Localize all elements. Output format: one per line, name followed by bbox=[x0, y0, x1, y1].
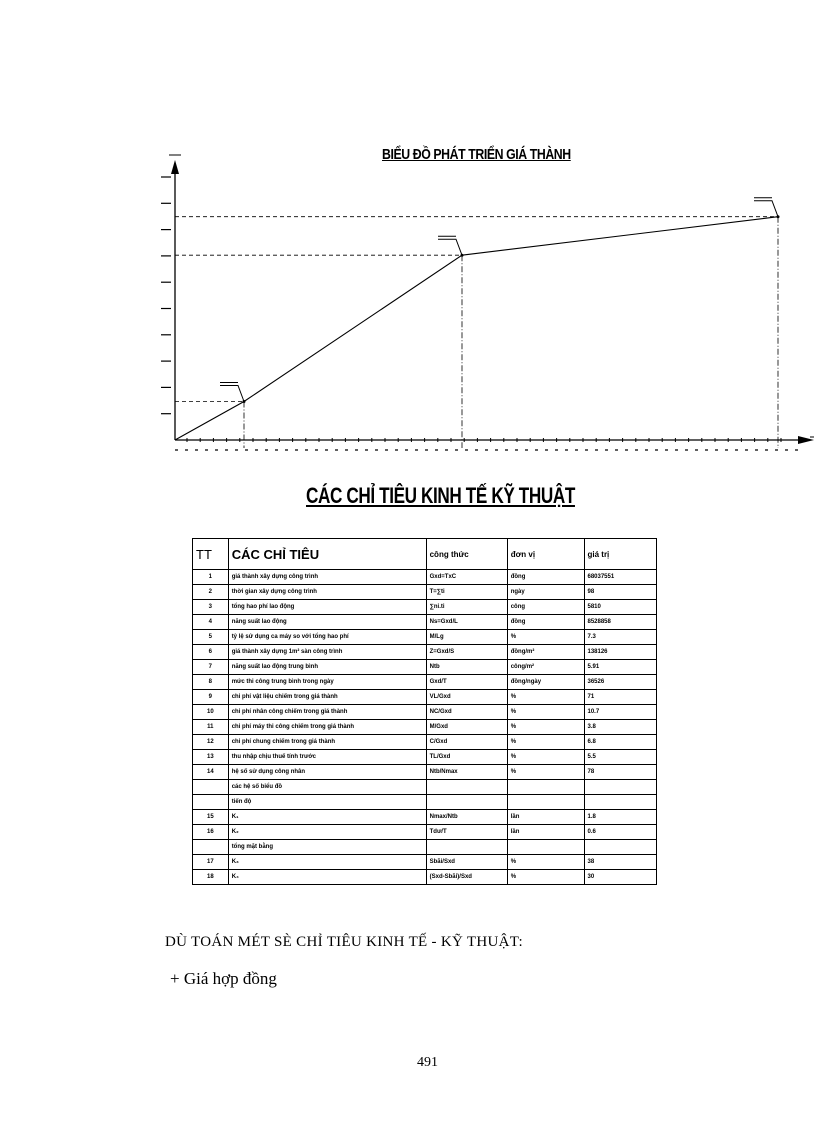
cell-name: các hệ số biểu đồ bbox=[228, 780, 426, 795]
table-row bbox=[193, 585, 657, 600]
cell-formula: C/Gxd bbox=[426, 735, 507, 750]
table-row bbox=[193, 750, 657, 765]
cell-value: 0.6 bbox=[584, 825, 657, 840]
cell-formula: Ntb bbox=[426, 660, 507, 675]
cell-unit: công/m² bbox=[507, 660, 584, 675]
header-name: CÁC CHỈ TIÊU bbox=[228, 539, 426, 570]
cell-name: năng suất lao động bbox=[228, 615, 426, 630]
cell-unit: đồng bbox=[507, 615, 584, 630]
table-row bbox=[193, 600, 657, 615]
cell-unit: ngày bbox=[507, 585, 584, 600]
cell-formula: Gxd=TxC bbox=[426, 570, 507, 585]
table-row bbox=[193, 780, 657, 795]
table-row bbox=[193, 690, 657, 705]
cell-value: 30 bbox=[584, 870, 657, 885]
chart-marks bbox=[175, 198, 780, 448]
series-line bbox=[175, 217, 778, 440]
cell-formula: Sbãi/Sxd bbox=[426, 855, 507, 870]
table-row bbox=[193, 870, 657, 885]
cell-name: chi phí nhân công chiếm trong giá thành bbox=[228, 705, 426, 720]
cell-name: thu nhập chịu thuế tính trước bbox=[228, 750, 426, 765]
cell-formula: M/Gxd bbox=[426, 720, 507, 735]
data-point bbox=[461, 254, 464, 257]
cell-formula: Ntb/Nmax bbox=[426, 765, 507, 780]
cell-name: tổng hao phí lao động bbox=[228, 600, 426, 615]
cell-unit: % bbox=[507, 720, 584, 735]
cell-unit: đồng/m² bbox=[507, 645, 584, 660]
cell-tt: 10 bbox=[193, 705, 229, 720]
cell-formula: TL/Gxd bbox=[426, 750, 507, 765]
table-row bbox=[193, 810, 657, 825]
cell-name: K₂ bbox=[228, 825, 426, 840]
table-title: CÁC CHỈ TIÊU KINH TẾ KỸ THUẬT bbox=[306, 483, 575, 508]
cell-name: giá thành xây dựng công trình bbox=[228, 570, 426, 585]
chart-axes bbox=[161, 155, 814, 450]
cell-name: giá thành xây dựng 1m² sàn công trình bbox=[228, 645, 426, 660]
table-row bbox=[193, 615, 657, 630]
cell-formula: Z=Gxd/S bbox=[426, 645, 507, 660]
cell-name: năng suất lao động trung bình bbox=[228, 660, 426, 675]
cell-unit: % bbox=[507, 750, 584, 765]
table-row bbox=[193, 675, 657, 690]
cell-value: 6.8 bbox=[584, 735, 657, 750]
cell-tt: 7 bbox=[193, 660, 229, 675]
cell-value: 5.5 bbox=[584, 750, 657, 765]
cell-tt: 4 bbox=[193, 615, 229, 630]
cell-unit: % bbox=[507, 705, 584, 720]
cell-tt: 8 bbox=[193, 675, 229, 690]
cell-name: K₃ bbox=[228, 855, 426, 870]
cell-value: 7.3 bbox=[584, 630, 657, 645]
cell-value: 36526 bbox=[584, 675, 657, 690]
table-header-row bbox=[193, 539, 657, 570]
header-formula: công thức bbox=[426, 539, 507, 570]
cell-tt: 14 bbox=[193, 765, 229, 780]
y-axis-ticks bbox=[161, 177, 171, 414]
table-row bbox=[193, 765, 657, 780]
cell-name: chi phí vật liệu chiếm trong giá thành bbox=[228, 690, 426, 705]
cell-tt: 1 bbox=[193, 570, 229, 585]
cell-unit bbox=[507, 780, 584, 795]
cell-unit: % bbox=[507, 630, 584, 645]
cell-formula bbox=[426, 840, 507, 855]
cell-name: hệ số sử dụng công nhân bbox=[228, 765, 426, 780]
cell-tt bbox=[193, 780, 229, 795]
table-row bbox=[193, 795, 657, 810]
point-callout bbox=[220, 386, 244, 402]
cell-tt: 11 bbox=[193, 720, 229, 735]
cell-value bbox=[584, 795, 657, 810]
cell-value: 71 bbox=[584, 690, 657, 705]
cell-name: K₁ bbox=[228, 810, 426, 825]
cell-tt: 6 bbox=[193, 645, 229, 660]
cell-formula: M/Lg bbox=[426, 630, 507, 645]
cell-value: 138126 bbox=[584, 645, 657, 660]
cell-formula: Ns=Gxd/L bbox=[426, 615, 507, 630]
cell-value: 5.91 bbox=[584, 660, 657, 675]
data-point bbox=[243, 400, 246, 403]
cell-tt: 12 bbox=[193, 735, 229, 750]
cell-formula: ∑ni.ti bbox=[426, 600, 507, 615]
cell-name: tiến độ bbox=[228, 795, 426, 810]
table-row bbox=[193, 855, 657, 870]
header-tt: TT bbox=[193, 539, 229, 570]
indicators-table bbox=[192, 538, 657, 885]
cell-value: 38 bbox=[584, 855, 657, 870]
point-callout bbox=[754, 201, 778, 217]
bullet-item: + Giá hợp đồng bbox=[170, 969, 277, 988]
cell-value bbox=[584, 840, 657, 855]
table-row bbox=[193, 630, 657, 645]
cell-tt: 18 bbox=[193, 870, 229, 885]
cell-formula: Gxd/T bbox=[426, 675, 507, 690]
header-unit: đơn vị bbox=[507, 539, 584, 570]
cell-formula: Tdư/T bbox=[426, 825, 507, 840]
table-row bbox=[193, 720, 657, 735]
cell-tt: 13 bbox=[193, 750, 229, 765]
cell-unit: đồng bbox=[507, 570, 584, 585]
cost-growth-chart bbox=[0, 0, 816, 470]
cell-formula: Nmax/Ntb bbox=[426, 810, 507, 825]
table-row bbox=[193, 660, 657, 675]
cell-formula bbox=[426, 780, 507, 795]
table-row bbox=[193, 570, 657, 585]
cell-value: 3.8 bbox=[584, 720, 657, 735]
data-point bbox=[777, 215, 780, 218]
cell-name: tỷ lệ sử dụng ca máy so với tổng hao phí bbox=[228, 630, 426, 645]
cell-name: K₄ bbox=[228, 870, 426, 885]
cell-tt: 16 bbox=[193, 825, 229, 840]
header-value: giá trị bbox=[584, 539, 657, 570]
cell-tt: 17 bbox=[193, 855, 229, 870]
cell-name: chi phí máy thi công chiếm trong giá thành bbox=[228, 720, 426, 735]
cell-unit: % bbox=[507, 870, 584, 885]
cell-tt bbox=[193, 795, 229, 810]
cell-unit bbox=[507, 840, 584, 855]
cell-value: 68037551 bbox=[584, 570, 657, 585]
cell-unit bbox=[507, 795, 584, 810]
table-row bbox=[193, 645, 657, 660]
cell-value: 10.7 bbox=[584, 705, 657, 720]
section-heading: DÙ TOÁN MÉT SÈ CHỈ TIÊU KINH TẾ - KỸ THUẬT: bbox=[165, 934, 523, 950]
cell-formula: T=∑ti bbox=[426, 585, 507, 600]
y-axis-arrow bbox=[171, 160, 179, 174]
cell-tt: 5 bbox=[193, 630, 229, 645]
cell-unit: lần bbox=[507, 825, 584, 840]
cell-tt: 3 bbox=[193, 600, 229, 615]
cell-tt: 15 bbox=[193, 810, 229, 825]
cell-name: tổng mặt bằng bbox=[228, 840, 426, 855]
cell-value: 1.8 bbox=[584, 810, 657, 825]
page-number: 491 bbox=[417, 1055, 438, 1070]
cell-unit: công bbox=[507, 600, 584, 615]
cell-unit: % bbox=[507, 855, 584, 870]
cell-value: 8528858 bbox=[584, 615, 657, 630]
cell-value: 78 bbox=[584, 765, 657, 780]
cell-tt: 9 bbox=[193, 690, 229, 705]
table-row bbox=[193, 705, 657, 720]
table-row bbox=[193, 825, 657, 840]
cell-value bbox=[584, 780, 657, 795]
cell-formula: VL/Gxd bbox=[426, 690, 507, 705]
point-callout bbox=[438, 239, 462, 255]
cell-name: mức thi công trung bình trong ngày bbox=[228, 675, 426, 690]
cell-value: 98 bbox=[584, 585, 657, 600]
cell-tt bbox=[193, 840, 229, 855]
cell-formula: (Sxd-Sbãi)/Sxd bbox=[426, 870, 507, 885]
cell-unit: lần bbox=[507, 810, 584, 825]
cell-value: 5810 bbox=[584, 600, 657, 615]
chart-title: BIỂU ĐỒ PHÁT TRIỂN GIÁ THÀNH bbox=[382, 146, 571, 163]
table-row bbox=[193, 735, 657, 750]
cell-unit: % bbox=[507, 690, 584, 705]
table-row bbox=[193, 840, 657, 855]
cell-unit: % bbox=[507, 765, 584, 780]
cell-formula: NC/Gxd bbox=[426, 705, 507, 720]
cell-tt: 2 bbox=[193, 585, 229, 600]
cell-unit: đồng/ngày bbox=[507, 675, 584, 690]
cell-name: thời gian xây dựng công trình bbox=[228, 585, 426, 600]
cell-unit: % bbox=[507, 735, 584, 750]
cell-name: chi phí chung chiếm trong giá thành bbox=[228, 735, 426, 750]
cell-formula bbox=[426, 795, 507, 810]
